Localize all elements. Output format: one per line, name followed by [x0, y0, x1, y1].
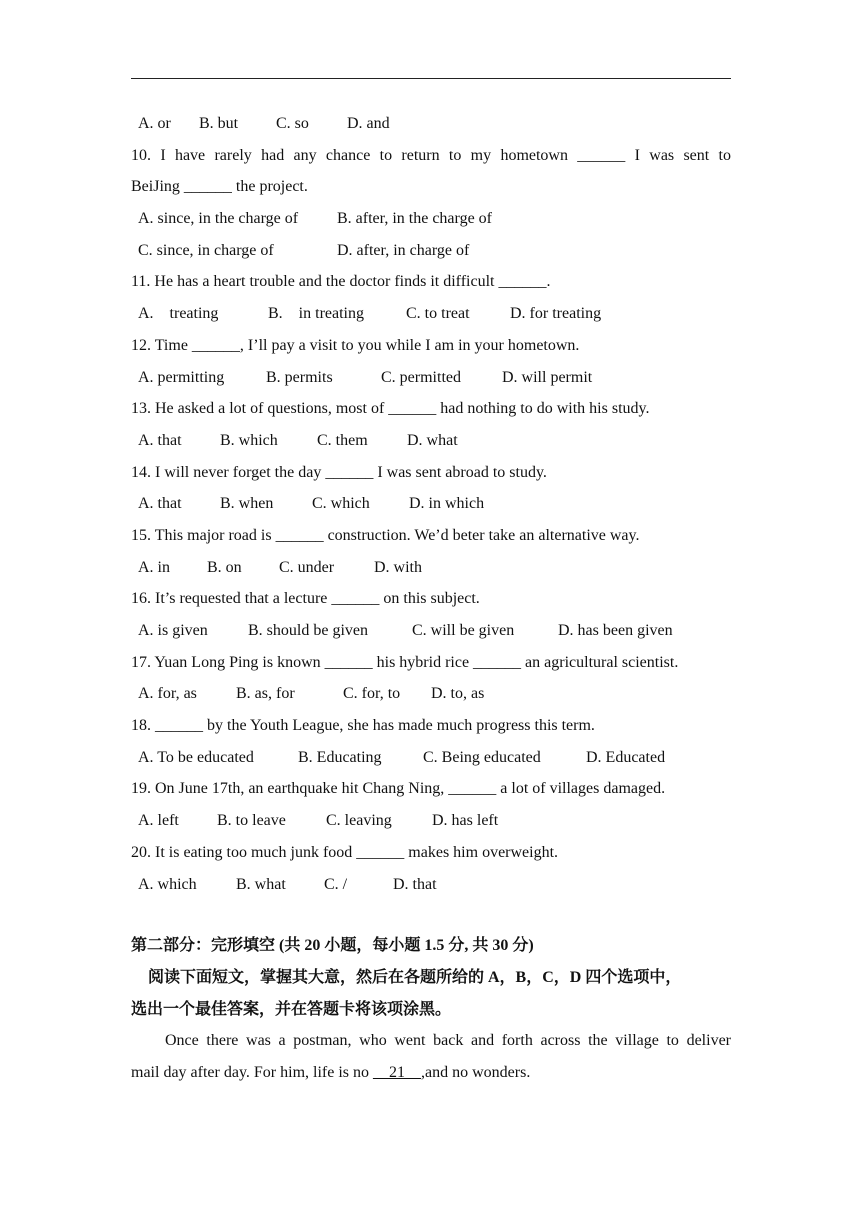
option: C. leaving: [326, 812, 392, 830]
q13-options: [131, 425, 731, 457]
q12-options: [131, 362, 731, 394]
option: A. since, in the charge of: [138, 210, 299, 228]
option: D. has left: [432, 812, 499, 830]
option: D. Educated: [586, 748, 666, 766]
q15-stem: 15. This major road is ______ construction. We’d beter take an alternative way.: [131, 526, 640, 544]
option: A. permitting: [138, 368, 225, 386]
q20-stem: 20. It is eating too much junk food ______ makes him overweight.: [131, 843, 559, 861]
option: A. for, as: [138, 685, 197, 703]
option: C. will be given: [412, 622, 515, 639]
option: B. in treating: [268, 305, 364, 323]
option: B. what: [236, 875, 286, 893]
option: C. since, in charge of: [138, 241, 274, 259]
q16-stem: 16. It’s requested that a lecture ______ on this subject.: [131, 590, 480, 608]
passage-text: ,and no wonders.: [421, 1063, 531, 1081]
option: D. that: [393, 875, 437, 893]
blank-21: __21__: [373, 1063, 422, 1081]
passage-text: mail day after day. For him, life is no: [131, 1063, 374, 1081]
option: A. or: [138, 115, 171, 132]
passage-line2: [131, 1057, 731, 1089]
option: B. should be given: [248, 622, 368, 639]
option: B. after, in the charge of: [337, 210, 492, 228]
option: C. for, to: [343, 685, 401, 703]
option: B. but: [199, 115, 239, 132]
q18-options: [131, 742, 731, 774]
section2-heading: 第二部分：完形填空 (共 20 小题，每小题 1.5 分, 共 30 分): [131, 937, 534, 955]
q20-options: [131, 869, 731, 901]
q11-stem: 11. He has a heart trouble and the doctor finds it difficult ______.: [131, 273, 551, 291]
option: D. with: [374, 558, 422, 576]
option: B. as, for: [236, 685, 295, 703]
option: C. permitted: [381, 368, 461, 386]
option: D. will permit: [502, 368, 593, 386]
option: D. has been given: [558, 622, 673, 639]
q18-stem: 18. ______ by the Youth League, she has made much progress this term.: [131, 717, 595, 735]
option: A. which: [138, 875, 197, 893]
q12-stem: 12. Time ______, I’ll pay a visit to you while I am in your hometown.: [131, 336, 580, 354]
option: B. when: [220, 495, 274, 513]
q11-options: [131, 298, 731, 330]
section2-instructions-line2: 选出一个最佳答案，并在答题卡将该项涂黑。: [131, 1000, 452, 1018]
q10-stem-line2: BeiJing ______ the project.: [131, 178, 308, 196]
option: B. to leave: [217, 812, 286, 830]
q16-options: [131, 615, 731, 647]
option: B. Educating: [298, 748, 382, 766]
q19-options: [131, 805, 731, 837]
option: C. Being educated: [423, 748, 541, 766]
option: A. To be educated: [138, 748, 254, 766]
option: B. which: [220, 431, 278, 449]
document-body: [131, 108, 731, 1089]
option: B. on: [207, 558, 242, 576]
option: C. which: [312, 495, 370, 513]
section2-instructions-line1: 阅读下面短文，掌握其大意，然后在各题所给的 A，B，C，D 四个选项中，: [148, 968, 682, 986]
option: A. in: [138, 558, 170, 576]
option: D. to, as: [431, 685, 485, 703]
option: D. after, in charge of: [337, 241, 470, 259]
q13-stem: 13. He asked a lot of questions, most of ______ had nothing to do with his study.: [131, 400, 650, 418]
q14-options: [131, 488, 731, 520]
option: C. under: [279, 558, 335, 576]
option: D. and: [347, 115, 390, 132]
q10-options-row1: [131, 203, 731, 235]
option: A. that: [138, 431, 182, 449]
option: C. so: [276, 115, 309, 132]
q14-stem: 14. I will never forget the day ______ I was sent abroad to study.: [131, 463, 547, 481]
header-rule: [131, 78, 731, 79]
q10-stem-line1: 10. I have rarely had any chance to return to my hometown ______ I was sent to: [131, 146, 731, 164]
option: B. permits: [266, 368, 333, 386]
option: A. is given: [138, 622, 208, 639]
option: A. left: [138, 812, 179, 830]
q15-options: [131, 552, 731, 584]
option: D. in which: [409, 495, 485, 513]
option: C. /: [324, 875, 348, 893]
q9-options: [131, 108, 731, 140]
option: C. to treat: [406, 305, 470, 323]
q17-stem: 17. Yuan Long Ping is known ______ his hybrid rice ______ an agricultural scientist.: [131, 653, 679, 671]
option: C. them: [317, 431, 368, 449]
option: D. what: [407, 431, 458, 449]
option: A. treating: [138, 305, 219, 323]
q10-options-row2: [131, 235, 731, 267]
passage-line1: Once there was a postman, who went back and forth across the village to deliver: [165, 1032, 731, 1050]
q17-options: [131, 678, 731, 710]
option: A. that: [138, 495, 182, 513]
option: D. for treating: [510, 305, 602, 323]
q19-stem: 19. On June 17th, an earthquake hit Chang Ning, ______ a lot of villages damaged.: [131, 780, 666, 798]
